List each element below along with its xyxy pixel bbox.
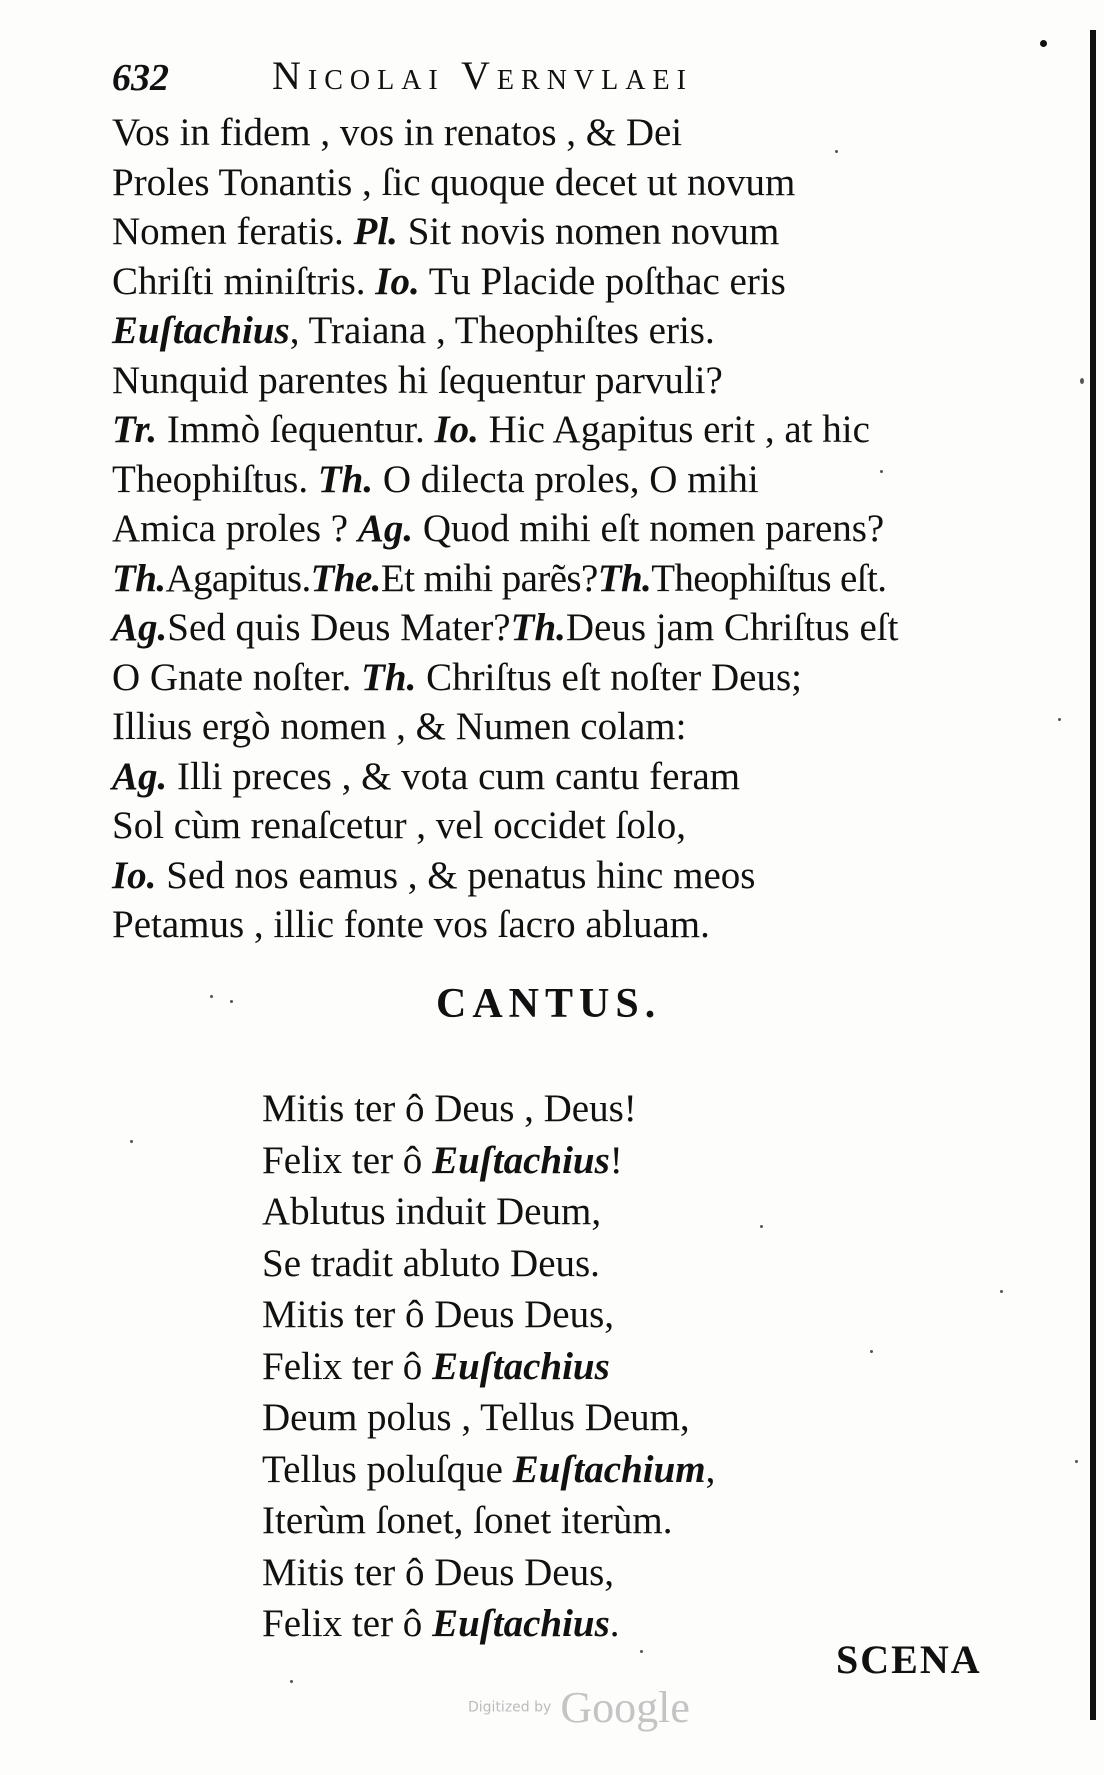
dialogue-block xyxy=(112,108,1012,950)
song-text: Deum polus , Tellus Deum, xyxy=(262,1396,690,1439)
song-line xyxy=(262,1135,962,1187)
page-number: 632 xyxy=(112,57,169,99)
song-line xyxy=(262,1392,962,1444)
song-text: Iterùm ſonet, ſonet iterùm. xyxy=(262,1499,673,1542)
verse-line xyxy=(112,108,1012,158)
speaker-label: Io. xyxy=(112,853,157,897)
page-header xyxy=(112,52,1012,108)
verse-text: Et mihi parẽs? xyxy=(380,556,598,600)
verse-text: Deus jam Chriſtus eſt xyxy=(565,606,899,649)
song-text: Felix ter ô xyxy=(262,1344,433,1388)
verse-line xyxy=(112,158,1012,208)
song-line xyxy=(262,1186,962,1238)
verse-line xyxy=(112,554,1012,604)
speaker-label: Pl. xyxy=(353,210,398,253)
speaker-label: Th. xyxy=(112,556,166,600)
verse-text: Nunquid parentes hi ſequentur parvuli? xyxy=(112,358,723,402)
verse-text: O dilecta proles, O mihi xyxy=(382,457,759,501)
song-text: Felix ter ô xyxy=(262,1602,433,1645)
song-text: Mitis ter ô Deus , Deus! xyxy=(262,1087,637,1130)
song-text: Felix ter ô xyxy=(262,1138,433,1182)
character-name: Euſtachius xyxy=(432,1602,610,1645)
speaker-label: Ag. xyxy=(357,507,414,550)
verse-text: Sol cùm renaſcetur , vel occidet ſolo, xyxy=(112,804,686,847)
song-text: Mitis ter ô Deus Deus, xyxy=(262,1550,615,1594)
character-name: Euſtachium xyxy=(512,1447,706,1491)
speaker-label: Th. xyxy=(510,606,566,649)
song-line xyxy=(262,1444,962,1496)
verse-text: Amica proles ? xyxy=(112,507,349,550)
verse-text: Chriſti miniſtris. xyxy=(112,259,366,303)
song-line xyxy=(262,1083,962,1135)
verse-line xyxy=(112,752,1012,802)
verse-text: Proles Tonantis , ſic quoque decet ut novum xyxy=(112,160,796,204)
verse-line xyxy=(112,455,1012,505)
verse-text: Nomen feratis. xyxy=(112,210,344,253)
verse-text: Theophiſtus eſt. xyxy=(651,556,887,600)
verse-text: Vos in fidem , vos in renatos , & Dei xyxy=(112,111,683,154)
verse-line xyxy=(112,306,1012,356)
verse-text: Illius ergò nomen , & Numen colam: xyxy=(112,705,687,748)
verse-text: Hic Agapitus erit , at hic xyxy=(488,408,870,451)
verse-text: Petamus , illic fonte vos ſacro abluam. xyxy=(112,903,710,946)
song-text: Ablutus induit Deum, xyxy=(262,1190,602,1233)
page-edge-rule xyxy=(1090,30,1096,1720)
song-punct: ! xyxy=(609,1138,623,1182)
speaker-label: Th. xyxy=(361,655,417,699)
song-line xyxy=(262,1289,962,1341)
speaker-label: Io. xyxy=(434,408,479,451)
song-line xyxy=(262,1547,962,1599)
speaker-label: Ag. xyxy=(112,754,168,798)
google-logo: Google xyxy=(560,1683,690,1732)
speaker-label: Ag. xyxy=(112,606,168,649)
catchword: SCENA xyxy=(836,1637,982,1682)
verse-line xyxy=(112,405,1012,455)
speaker-label: Th. xyxy=(317,457,374,501)
cantus-heading: CANTUS. xyxy=(436,981,662,1027)
verse-text: O Gnate noſter. xyxy=(112,655,352,699)
digitized-watermark xyxy=(468,1682,690,1733)
verse-text: Immò ſequentur. xyxy=(166,408,425,451)
verse-line xyxy=(112,207,1012,257)
verse-line xyxy=(112,801,1012,851)
verse-text: , Traiana , Theophiſtes eris. xyxy=(289,309,715,352)
verse-line xyxy=(112,900,1012,950)
song-text: Tellus poluſque xyxy=(262,1447,513,1491)
verse-text: Chriſtus eſt noſter Deus; xyxy=(426,655,802,699)
verse-line xyxy=(112,653,1012,703)
cantus-song xyxy=(262,1083,962,1650)
verse-line xyxy=(112,702,1012,752)
speaker-label: Tr. xyxy=(112,408,158,451)
verse-text: Agapitus. xyxy=(165,556,311,600)
speaker-label: Th. xyxy=(597,556,652,600)
song-punct: . xyxy=(609,1602,620,1645)
verse-line xyxy=(112,356,1012,406)
verse-line xyxy=(112,504,1012,554)
song-punct: , xyxy=(705,1447,716,1491)
verse-text: Quod mihi eſt nomen parens? xyxy=(422,507,885,550)
verse-text: Sed quis Deus Mater? xyxy=(167,606,511,649)
speaker-label: Io. xyxy=(375,259,420,303)
song-text: Se tradit abluto Deus. xyxy=(262,1241,600,1285)
verse-line xyxy=(112,851,1012,901)
digitized-prefix: Digitized by xyxy=(468,1699,552,1716)
verse-line xyxy=(112,603,1012,653)
song-text: Mitis ter ô Deus Deus, xyxy=(262,1293,615,1336)
verse-text: Tu Placide poſthac eris xyxy=(428,259,786,303)
speaker-label: The. xyxy=(310,556,381,600)
running-head: Nicolai Vernvlaei xyxy=(272,53,693,98)
character-name: Euſtachius xyxy=(112,309,290,352)
song-line xyxy=(262,1495,962,1547)
song-line xyxy=(262,1238,962,1290)
verse-text: Sit novis nomen novum xyxy=(407,210,780,253)
song-line xyxy=(262,1341,962,1393)
character-name: Euſtachius xyxy=(432,1138,610,1182)
verse-text: Illi preces , & vota cum cantu feram xyxy=(177,754,741,798)
character-name: Euſtachius xyxy=(432,1344,610,1388)
verse-line xyxy=(112,257,1012,307)
verse-text: Theophiſtus. xyxy=(112,457,309,501)
verse-text: Sed nos eamus , & penatus hinc meos xyxy=(166,853,756,897)
